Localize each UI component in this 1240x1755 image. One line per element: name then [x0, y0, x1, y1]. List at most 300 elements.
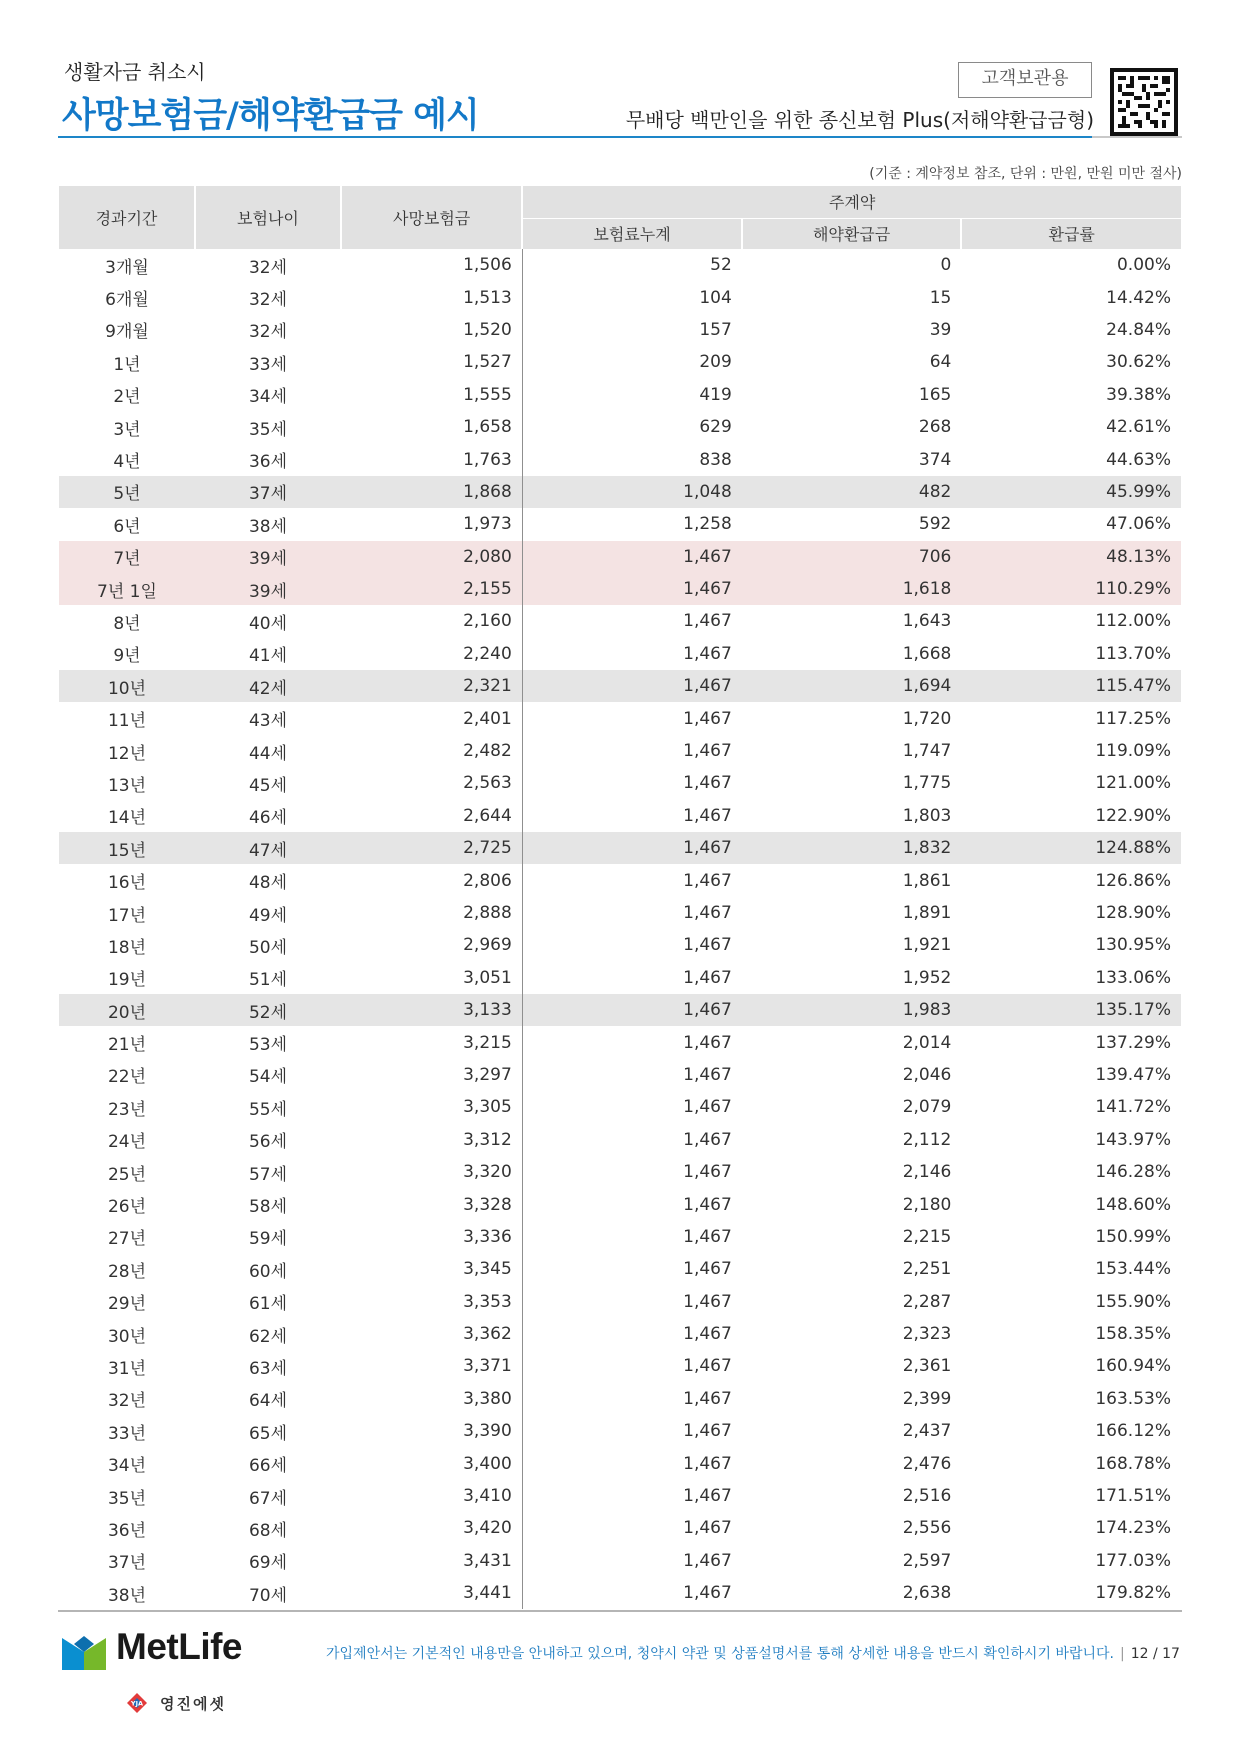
cell-period: 2년	[113, 387, 141, 408]
cell-surrender: 2,516	[902, 1486, 952, 1507]
cell-age: 66세	[248, 1456, 287, 1477]
header-divider-gray	[1092, 136, 1182, 138]
cell-death-benefit: 1,658	[341, 411, 522, 443]
cell-surrender: 1,720	[902, 708, 952, 729]
cell-premium-total: 1,467	[683, 741, 732, 762]
table-row	[59, 1480, 1181, 1512]
col-header-main-contract: 주계약	[522, 186, 1181, 218]
cell-rate: 174.23%	[1095, 1518, 1171, 1539]
cell-surrender: 39	[929, 319, 952, 340]
cell-surrender: 1,952	[902, 967, 952, 988]
table-row	[59, 508, 1181, 540]
cell-premium-total: 1,467	[522, 670, 742, 702]
cell-premium-total: 209	[699, 352, 732, 373]
col-header-rate: 환급률	[961, 218, 1181, 249]
cell-age: 32세	[248, 257, 287, 278]
cell-age: 54세	[248, 1067, 287, 1088]
cell-premium-total: 1,258	[683, 514, 732, 535]
cell-period: 9개월	[105, 322, 149, 343]
cell-premium-total: 1,467	[683, 935, 732, 956]
cell-surrender: 2,112	[902, 1129, 952, 1150]
cell-surrender: 2,399	[902, 1388, 952, 1409]
cell-death-benefit: 3,431	[341, 1545, 522, 1577]
cell-age: 60세	[248, 1261, 287, 1282]
cell-age: 32세	[248, 322, 287, 343]
cell-surrender: 268	[918, 417, 952, 438]
table-row	[59, 735, 1181, 767]
cell-period: 10년	[59, 670, 195, 702]
cell-age: 67세	[248, 1488, 287, 1509]
cell-premium-total: 1,467	[522, 541, 742, 573]
cell-premium-total: 1,467	[683, 1518, 732, 1539]
cell-age: 44세	[248, 743, 287, 764]
cell-rate: 115.47%	[961, 670, 1181, 702]
cell-period: 7년 1일	[59, 573, 195, 605]
cell-rate: 130.95%	[1095, 935, 1171, 956]
cell-death-benefit: 2,888	[341, 897, 522, 929]
page-title: 사망보험금/해약환급금 예시	[62, 96, 479, 136]
table-row	[59, 897, 1181, 929]
cell-age: 36세	[248, 452, 287, 473]
yja-logo-icon	[124, 1690, 150, 1716]
cell-rate: 124.88%	[961, 832, 1181, 864]
table-row	[59, 1383, 1181, 1415]
cell-rate: 133.06%	[1095, 967, 1171, 988]
cell-period: 6년	[113, 516, 141, 537]
col-header-surrender: 해약환급금	[742, 218, 962, 249]
section-subtitle: 생활자금 취소시	[64, 60, 206, 84]
cell-period: 11년	[107, 711, 146, 732]
cell-age: 41세	[248, 646, 287, 667]
cell-premium-total: 1,467	[683, 1324, 732, 1345]
cell-death-benefit: 1,527	[341, 346, 522, 378]
table-row	[59, 670, 1181, 702]
cell-rate: 148.60%	[1095, 1194, 1171, 1215]
cell-rate: 47.06%	[1106, 514, 1171, 535]
cell-death-benefit: 3,400	[341, 1447, 522, 1479]
cell-age: 48세	[248, 873, 287, 894]
cell-surrender: 1,618	[742, 573, 962, 605]
col-header-age: 보험나이	[195, 186, 341, 249]
cell-premium-total: 1,467	[683, 1550, 732, 1571]
cell-period: 37년	[107, 1553, 146, 1574]
cell-rate: 143.97%	[1095, 1129, 1171, 1150]
cell-period: 23년	[107, 1099, 146, 1120]
table-body	[59, 249, 1181, 1609]
cell-surrender: 1,861	[902, 870, 952, 891]
table-row	[59, 249, 1181, 281]
cell-rate: 14.42%	[1106, 287, 1171, 308]
cell-premium-total: 1,467	[683, 903, 732, 923]
cell-death-benefit: 3,380	[341, 1383, 522, 1415]
table-row	[59, 832, 1181, 864]
cell-age: 34세	[248, 387, 287, 408]
cell-period: 25년	[107, 1164, 146, 1185]
cell-death-benefit: 2,160	[341, 605, 522, 637]
cell-rate: 117.25%	[1095, 708, 1171, 729]
page-number: 12 / 17	[1130, 1646, 1180, 1662]
cell-surrender: 2,046	[902, 1064, 952, 1085]
table-row	[59, 800, 1181, 832]
cell-premium-total: 157	[699, 319, 732, 340]
cell-age: 46세	[248, 808, 287, 829]
cell-surrender: 1,747	[902, 741, 952, 762]
cell-premium-total: 1,467	[683, 1388, 732, 1409]
cell-age: 65세	[248, 1423, 287, 1444]
cell-surrender: 2,638	[902, 1583, 952, 1604]
table-row	[59, 1026, 1181, 1058]
cell-death-benefit: 2,240	[341, 638, 522, 670]
table-row	[59, 1124, 1181, 1156]
cell-period: 20년	[59, 994, 195, 1026]
cell-period: 12년	[107, 743, 146, 764]
cell-premium-total: 104	[699, 287, 732, 308]
cell-age: 37세	[195, 476, 341, 508]
cell-surrender: 2,215	[902, 1226, 952, 1247]
cell-surrender: 2,597	[902, 1550, 952, 1571]
cell-age: 39세	[195, 541, 341, 573]
cell-death-benefit: 3,336	[341, 1221, 522, 1253]
cell-period: 1년	[113, 354, 141, 375]
cell-rate: 160.94%	[1095, 1356, 1171, 1377]
cell-surrender: 1,643	[902, 611, 952, 632]
table-row	[59, 1318, 1181, 1350]
cell-age: 35세	[248, 419, 287, 440]
cell-death-benefit: 1,868	[341, 476, 522, 508]
cell-age: 45세	[248, 775, 287, 796]
cell-period: 21년	[107, 1035, 146, 1056]
col-header-premium-total: 보험료누계	[522, 218, 742, 249]
cell-age: 33세	[248, 354, 287, 375]
cell-surrender: 2,323	[902, 1324, 952, 1345]
table-row	[59, 314, 1181, 346]
cell-rate: 177.03%	[1095, 1550, 1171, 1571]
page-header	[58, 50, 1182, 140]
product-name: 무배당 백만인을 위한 종신보험 Plus(저해약환급금형)	[625, 108, 1094, 132]
cell-period: 38년	[107, 1585, 146, 1606]
cell-age: 42세	[195, 670, 341, 702]
cell-surrender: 706	[742, 541, 962, 573]
cell-death-benefit: 2,725	[341, 832, 522, 864]
cell-period: 15년	[59, 832, 195, 864]
cell-surrender: 482	[742, 476, 962, 508]
table-row	[59, 1447, 1181, 1479]
cell-age: 70세	[248, 1585, 287, 1606]
cell-death-benefit: 2,080	[341, 541, 522, 573]
footer-disclaimer	[326, 1643, 1180, 1663]
cell-surrender: 2,146	[902, 1162, 952, 1183]
table-row	[59, 443, 1181, 475]
cell-period: 8년	[113, 613, 141, 634]
cell-death-benefit: 3,353	[341, 1286, 522, 1318]
cell-rate: 48.13%	[961, 541, 1181, 573]
cell-surrender: 374	[918, 449, 952, 470]
cell-period: 16년	[107, 873, 146, 894]
cell-rate: 45.99%	[961, 476, 1181, 508]
cell-surrender: 1,803	[902, 805, 952, 826]
cell-death-benefit: 3,441	[341, 1577, 522, 1609]
cell-death-benefit: 3,215	[341, 1026, 522, 1058]
cell-premium-total: 838	[699, 449, 732, 470]
cell-age: 52세	[195, 994, 341, 1026]
col-header-death-benefit: 사망보험금	[341, 186, 522, 249]
cell-rate: 112.00%	[1095, 611, 1171, 632]
table-row	[59, 1221, 1181, 1253]
cell-premium-total: 1,467	[683, 967, 732, 988]
table-row	[59, 1545, 1181, 1577]
cell-rate: 0.00%	[1116, 255, 1171, 276]
cell-premium-total: 1,467	[683, 1097, 732, 1118]
cell-age: 59세	[248, 1229, 287, 1250]
cell-rate: 137.29%	[1095, 1032, 1171, 1053]
cell-period: 24년	[107, 1132, 146, 1153]
cell-age: 57세	[248, 1164, 287, 1185]
cell-death-benefit: 3,420	[341, 1512, 522, 1544]
cell-premium-total: 1,467	[683, 1453, 732, 1474]
cell-age: 49세	[248, 905, 287, 926]
cell-period: 35년	[107, 1488, 146, 1509]
cell-age: 40세	[248, 613, 287, 634]
cell-premium-total: 1,467	[683, 1421, 732, 1442]
cell-surrender: 592	[918, 514, 952, 535]
cell-premium-total: 419	[699, 384, 732, 405]
cell-premium-total: 1,467	[683, 1291, 732, 1312]
table-row	[59, 1286, 1181, 1318]
cell-rate: 153.44%	[1095, 1259, 1171, 1280]
cell-death-benefit: 1,763	[341, 443, 522, 475]
table-row	[59, 962, 1181, 994]
cell-age: 55세	[248, 1099, 287, 1120]
cell-period: 30년	[107, 1326, 146, 1347]
cell-period: 29년	[107, 1294, 146, 1315]
cell-death-benefit: 2,969	[341, 929, 522, 961]
cell-period: 13년	[107, 775, 146, 796]
cell-death-benefit: 3,320	[341, 1156, 522, 1188]
cell-death-benefit: 3,371	[341, 1350, 522, 1382]
cell-period: 27년	[107, 1229, 146, 1250]
cell-premium-total: 1,467	[683, 708, 732, 729]
cell-period: 31년	[107, 1358, 146, 1379]
cell-premium-total: 1,467	[683, 643, 732, 664]
cell-death-benefit: 3,051	[341, 962, 522, 994]
table-row	[59, 1188, 1181, 1220]
cell-premium-total: 1,467	[683, 1356, 732, 1377]
cell-death-benefit: 3,312	[341, 1124, 522, 1156]
cell-death-benefit: 2,563	[341, 767, 522, 799]
cell-death-benefit: 3,328	[341, 1188, 522, 1220]
cell-period: 3개월	[105, 257, 149, 278]
cell-premium-total: 1,467	[683, 1194, 732, 1215]
cell-period: 5년	[59, 476, 195, 508]
table-row	[59, 929, 1181, 961]
table-row	[59, 864, 1181, 896]
cell-rate: 128.90%	[1095, 903, 1171, 923]
table-row	[59, 281, 1181, 313]
cell-death-benefit: 3,390	[341, 1415, 522, 1447]
cell-age: 47세	[195, 832, 341, 864]
cell-age: 56세	[248, 1132, 287, 1153]
table-row	[59, 1512, 1181, 1544]
cell-period: 17년	[107, 905, 146, 926]
benefit-table	[59, 186, 1181, 1609]
cell-death-benefit: 3,297	[341, 1059, 522, 1091]
cell-surrender: 2,079	[902, 1097, 952, 1118]
cell-period: 36년	[107, 1520, 146, 1541]
cell-rate: 146.28%	[1095, 1162, 1171, 1183]
table-row	[59, 1577, 1181, 1609]
cell-rate: 179.82%	[1095, 1583, 1171, 1604]
cell-death-benefit: 2,321	[341, 670, 522, 702]
cell-period: 22년	[107, 1067, 146, 1088]
cell-rate: 122.90%	[1095, 805, 1171, 826]
table-row	[59, 1350, 1181, 1382]
cell-surrender: 1,775	[902, 773, 952, 794]
cell-surrender: 2,437	[902, 1421, 952, 1442]
cell-rate: 24.84%	[1106, 319, 1171, 340]
cell-death-benefit: 1,555	[341, 379, 522, 411]
cell-period: 6개월	[105, 290, 149, 311]
cell-premium-total: 52	[710, 255, 732, 276]
cell-premium-total: 1,467	[522, 832, 742, 864]
cell-period: 18년	[107, 937, 146, 958]
table-row	[59, 1415, 1181, 1447]
cell-death-benefit: 1,520	[341, 314, 522, 346]
cell-surrender: 2,287	[902, 1291, 952, 1312]
cell-age: 53세	[248, 1035, 287, 1056]
cell-premium-total: 1,467	[683, 1226, 732, 1247]
cell-period: 34년	[107, 1456, 146, 1477]
table-row	[59, 346, 1181, 378]
cell-premium-total: 1,467	[683, 1129, 732, 1150]
footer-divider	[58, 1610, 1182, 1612]
cell-surrender: 2,014	[902, 1032, 952, 1053]
cell-premium-total: 1,467	[683, 805, 732, 826]
cell-death-benefit: 1,506	[341, 249, 522, 281]
cell-rate: 141.72%	[1095, 1097, 1171, 1118]
cell-surrender: 1,891	[902, 903, 952, 923]
cell-period: 26년	[107, 1197, 146, 1218]
cell-age: 50세	[248, 937, 287, 958]
cell-surrender: 1,694	[742, 670, 962, 702]
cell-period: 14년	[107, 808, 146, 829]
cell-death-benefit: 3,362	[341, 1318, 522, 1350]
cell-period: 4년	[113, 452, 141, 473]
cell-death-benefit: 3,305	[341, 1091, 522, 1123]
table-row	[59, 541, 1181, 573]
cell-period: 7년	[59, 541, 195, 573]
cell-premium-total: 629	[699, 417, 732, 438]
cell-rate: 44.63%	[1106, 449, 1171, 470]
cell-death-benefit: 1,513	[341, 281, 522, 313]
cell-rate: 163.53%	[1095, 1388, 1171, 1409]
cell-period: 9년	[113, 646, 141, 667]
cell-rate: 135.17%	[961, 994, 1181, 1026]
cell-age: 58세	[248, 1197, 287, 1218]
cell-surrender: 1,921	[902, 935, 952, 956]
table-row	[59, 1059, 1181, 1091]
cell-rate: 166.12%	[1095, 1421, 1171, 1442]
cell-surrender: 15	[929, 287, 952, 308]
table-row	[59, 573, 1181, 605]
metlife-wordmark: MetLife	[116, 1626, 242, 1667]
cell-death-benefit: 2,482	[341, 735, 522, 767]
customer-copy-badge: 고객보관용	[958, 62, 1092, 98]
cell-age: 38세	[248, 516, 287, 537]
table-row	[59, 638, 1181, 670]
cell-rate: 110.29%	[961, 573, 1181, 605]
cell-rate: 39.38%	[1106, 384, 1171, 405]
cell-age: 62세	[248, 1326, 287, 1347]
unit-note: (기준 : 계약정보 참조, 단위 : 만원, 만원 미만 절사)	[869, 166, 1182, 182]
cell-period: 3년	[113, 419, 141, 440]
cell-premium-total: 1,467	[683, 1162, 732, 1183]
svg-text:YJA: YJA	[130, 1699, 144, 1708]
cell-rate: 168.78%	[1095, 1453, 1171, 1474]
cell-rate: 119.09%	[1095, 741, 1171, 762]
cell-period: 28년	[107, 1261, 146, 1282]
cell-surrender: 2,180	[902, 1194, 952, 1215]
cell-surrender: 1,983	[742, 994, 962, 1026]
cell-death-benefit: 2,155	[341, 573, 522, 605]
cell-premium-total: 1,467	[683, 870, 732, 891]
cell-surrender: 2,476	[902, 1453, 952, 1474]
cell-death-benefit: 2,401	[341, 702, 522, 734]
cell-age: 39세	[195, 573, 341, 605]
cell-premium-total: 1,467	[683, 611, 732, 632]
cell-rate: 30.62%	[1106, 352, 1171, 373]
cell-surrender: 0	[940, 255, 952, 276]
cell-age: 69세	[248, 1553, 287, 1574]
table-row	[59, 1156, 1181, 1188]
cell-premium-total: 1,467	[522, 994, 742, 1026]
cell-rate: 158.35%	[1095, 1324, 1171, 1345]
cell-premium-total: 1,467	[683, 1064, 732, 1085]
qr-code-icon	[1110, 68, 1178, 136]
agency-name: 영진에셋	[160, 1695, 226, 1713]
cell-premium-total: 1,048	[522, 476, 742, 508]
cell-age: 64세	[248, 1391, 287, 1412]
table-row	[59, 702, 1181, 734]
cell-premium-total: 1,467	[683, 1259, 732, 1280]
cell-premium-total: 1,467	[683, 1486, 732, 1507]
cell-premium-total: 1,467	[683, 1583, 732, 1604]
cell-surrender: 2,556	[902, 1518, 952, 1539]
cell-rate: 171.51%	[1095, 1486, 1171, 1507]
cell-rate: 42.61%	[1106, 417, 1171, 438]
cell-premium-total: 1,467	[683, 1032, 732, 1053]
cell-rate: 121.00%	[1095, 773, 1171, 794]
cell-age: 43세	[248, 711, 287, 732]
table-row	[59, 994, 1181, 1026]
footer-separator: |	[1119, 1646, 1125, 1662]
cell-death-benefit: 2,806	[341, 864, 522, 896]
cell-age: 61세	[248, 1294, 287, 1315]
cell-period: 19년	[107, 970, 146, 991]
cell-rate: 155.90%	[1095, 1291, 1171, 1312]
cell-period: 33년	[107, 1423, 146, 1444]
cell-age: 51세	[248, 970, 287, 991]
cell-age: 32세	[248, 290, 287, 311]
cell-death-benefit: 2,644	[341, 800, 522, 832]
cell-surrender: 2,251	[902, 1259, 952, 1280]
cell-surrender: 1,668	[902, 643, 952, 664]
cell-surrender: 165	[918, 384, 952, 405]
cell-rate: 113.70%	[1095, 643, 1171, 664]
cell-surrender: 64	[929, 352, 952, 373]
cell-death-benefit: 1,973	[341, 508, 522, 540]
cell-age: 68세	[248, 1520, 287, 1541]
cell-age: 63세	[248, 1358, 287, 1379]
